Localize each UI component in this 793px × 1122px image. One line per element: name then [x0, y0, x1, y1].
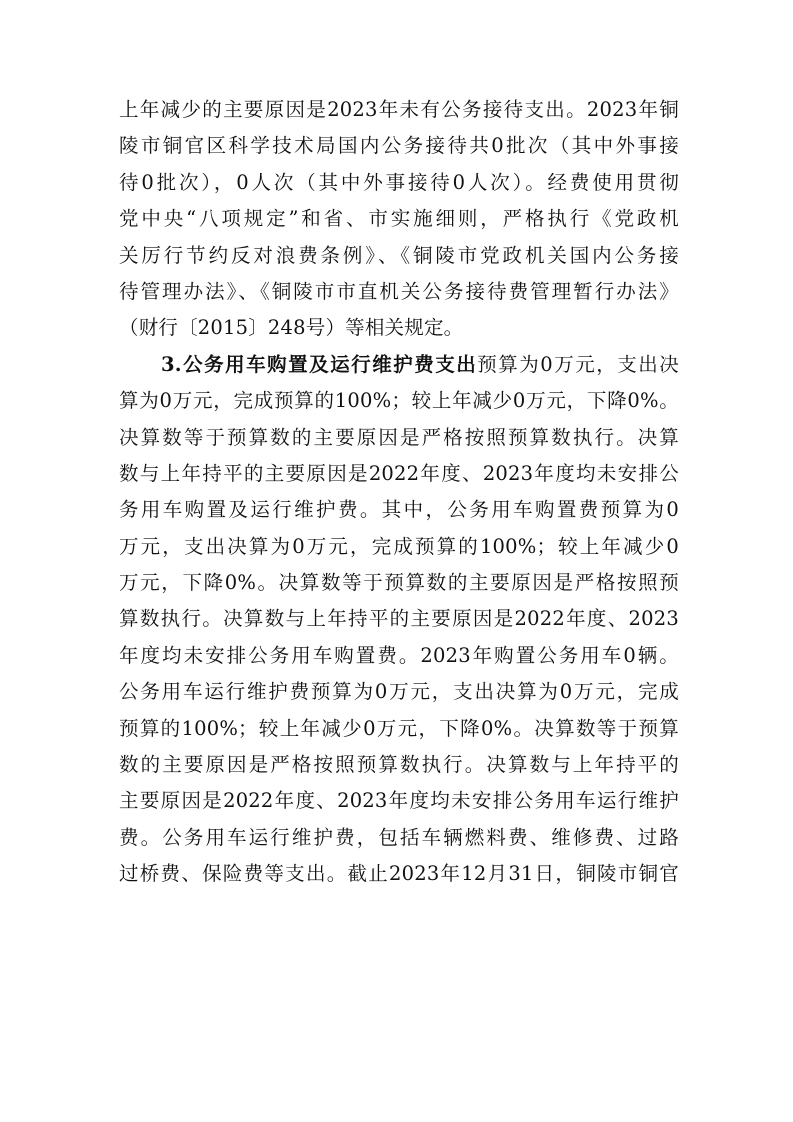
paragraph-line: 公务用车运行维护费预算为0万元，支出决算为0万元，完成	[119, 680, 679, 704]
paragraph-line: 算为0万元，完成预算的100%；较上年减少0万元，下降0%。	[119, 389, 679, 413]
section-heading-line	[119, 347, 679, 383]
paragraph-line: 决算数等于预算数的主要原因是严格按照预算数执行。决算	[119, 425, 679, 449]
section-3-first-line-text: 预算为0万元，支出决	[477, 352, 679, 376]
body-text	[119, 92, 679, 893]
paragraph-line: 算数执行。决算数与上年持平的主要原因是2022年度、2023	[119, 607, 679, 631]
paragraph-line: 万元，支出决算为0万元，完成预算的100%；较上年减少0	[119, 534, 679, 558]
paragraph-line: （财行〔2015〕248号）等相关规定。	[119, 316, 464, 340]
paragraph-line: 主要原因是2022年度、2023年度均未安排公务用车运行维护	[119, 789, 679, 813]
paragraph-line: 费。公务用车运行维护费，包括车辆燃料费、维修费、过路	[119, 825, 679, 849]
paragraph-line: 过桥费、保险费等支出。截止2023年12月31日，铜陵市铜官	[119, 862, 679, 886]
paragraph-line: 数与上年持平的主要原因是2022年度、2023年度均未安排公	[119, 461, 679, 485]
paragraph-line: 关厉行节约反对浪费条例》、《铜陵市党政机关国内公务接	[119, 243, 679, 267]
paragraph-line: 务用车购置及运行维护费。其中，公务用车购置费预算为0	[119, 498, 679, 522]
section-3-heading: 3.公务用车购置及运行维护费支出	[161, 352, 478, 376]
paragraph-line: 数的主要原因是严格按照预算数执行。决算数与上年持平的	[119, 753, 679, 777]
paragraph-line: 年度均未安排公务用车购置费。2023年购置公务用车0辆。	[119, 643, 679, 667]
paragraph-line: 待0批次），0人次（其中外事接待0人次）。经费使用贯彻	[119, 170, 679, 194]
paragraph-line: 上年减少的主要原因是2023年未有公务接待支出。2023年铜	[119, 98, 679, 121]
paragraph-line: 预算的100%；较上年减少0万元，下降0%。决算数等于预算	[119, 716, 679, 740]
paragraph-line: 党中央“八项规定”和省、市实施细则，严格执行《党政机	[119, 207, 679, 231]
paragraph-line: 万元，下降0%。决算数等于预算数的主要原因是严格按照预	[119, 571, 679, 595]
paragraph-line: 待管理办法》、《铜陵市市直机关公务接待费管理暂行办法》	[119, 279, 679, 303]
paragraph-line: 陵市铜官区科学技术局国内公务接待共0批次（其中外事接	[119, 134, 679, 158]
